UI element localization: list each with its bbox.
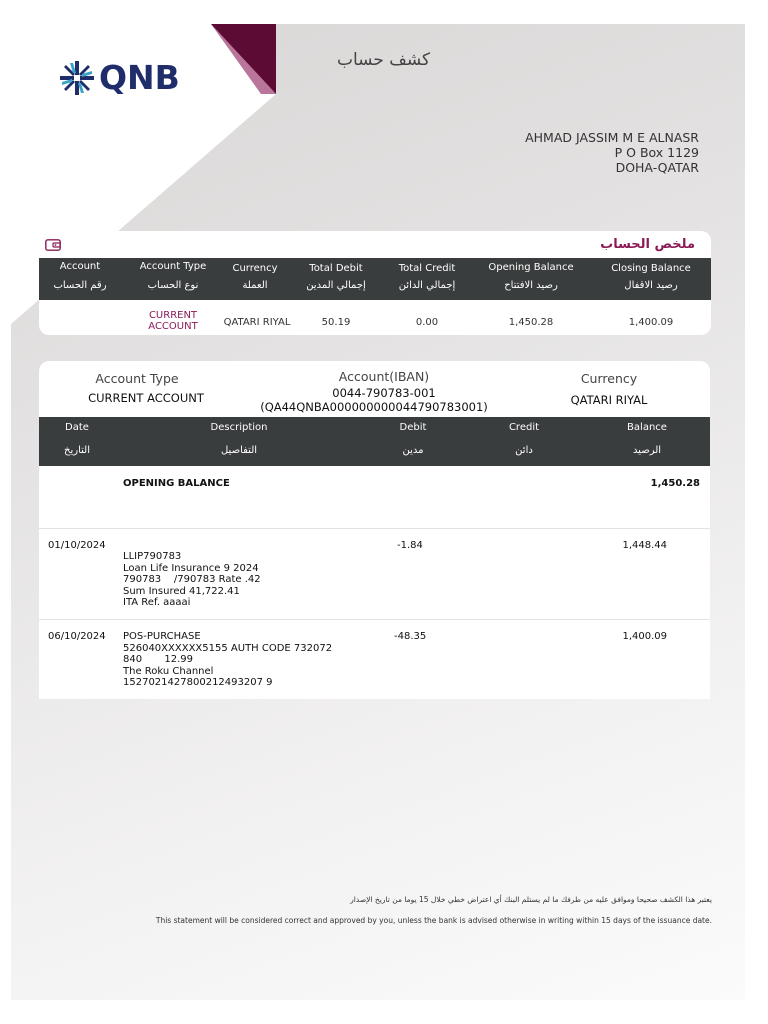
col-currency bbox=[217, 263, 293, 291]
col-account bbox=[39, 261, 121, 291]
txn-balance: 1,448.44 bbox=[622, 540, 667, 551]
iban-label: Account(IBAN) bbox=[338, 369, 430, 384]
header-label-ar: العملة bbox=[242, 280, 268, 291]
header-label: Credit bbox=[508, 422, 540, 433]
account-type-line: CURRENT bbox=[148, 310, 198, 321]
page-title: كشف حساب bbox=[337, 50, 431, 70]
iban-value: (QA44QNBA000000000044790783001) bbox=[260, 400, 488, 414]
description-line: ITA Ref. aaaai bbox=[123, 597, 191, 608]
col-debit bbox=[383, 422, 443, 456]
header-label: Opening Balance bbox=[488, 262, 574, 273]
header-label-ar: رصيد الافتتاح bbox=[504, 280, 558, 291]
description-line: 790783 /790783 Rate .42 bbox=[123, 574, 261, 585]
col-credit bbox=[494, 422, 554, 456]
summary-title: ملخص الحساب bbox=[600, 237, 695, 252]
address-line: DOHA-QATAR bbox=[615, 160, 699, 175]
table-row bbox=[39, 528, 710, 620]
account-number: 0044-790783-001 bbox=[332, 386, 436, 400]
header-label-ar: إجمالي المدين bbox=[306, 280, 366, 291]
logo-text: QNB bbox=[99, 58, 180, 97]
account-type-value: CURRENT ACCOUNT bbox=[88, 391, 204, 405]
description-line: 840 12.99 bbox=[123, 654, 193, 665]
header-label: Currency bbox=[232, 263, 278, 274]
header-label-ar: الرصيد bbox=[632, 445, 662, 456]
description-line: 526040XXXXXX5155 AUTH CODE 732072 bbox=[123, 642, 333, 654]
qnb-emblem-icon bbox=[59, 60, 95, 96]
header-label: Total Credit bbox=[398, 263, 456, 274]
header-label: Date bbox=[65, 422, 89, 433]
table-row bbox=[39, 619, 710, 700]
description-line: Loan Life Insurance 9 2024 bbox=[123, 562, 259, 574]
account-type-label: Account Type bbox=[95, 371, 179, 386]
header-label-ar: مدين bbox=[402, 445, 424, 456]
txn-description bbox=[123, 551, 261, 609]
header-label: Account Type bbox=[139, 261, 207, 272]
account-summary-card bbox=[39, 231, 711, 335]
header-label: Description bbox=[210, 422, 268, 433]
opening-balance-value: 1,450.28 bbox=[650, 478, 700, 489]
col-date bbox=[49, 422, 105, 456]
header-label-ar: رصيد الاقفال bbox=[624, 280, 678, 291]
currency-label: Currency bbox=[580, 371, 638, 386]
col-total-debit bbox=[297, 263, 375, 291]
footer-disclaimer-en: This statement will be considered correct and approved by you, unless the bank is advised otherwise in writing within 15 days of the issuance date. bbox=[155, 916, 712, 925]
header-label-ar: إجمالي الدائن bbox=[398, 280, 456, 291]
description-line: The Roku Channel bbox=[123, 665, 214, 677]
col-balance bbox=[615, 422, 679, 456]
account-detail-card bbox=[39, 361, 710, 699]
address-line: AHMAD JASSIM M E ALNASR bbox=[525, 130, 699, 145]
header-label-ar: التاريخ bbox=[64, 445, 90, 456]
description-line: LLIP790783 bbox=[123, 551, 182, 562]
txn-date: 01/10/2024 bbox=[48, 540, 106, 551]
currency-value: QATARI RIYAL bbox=[570, 393, 648, 407]
header-label-ar: دائن bbox=[515, 445, 533, 456]
col-total-credit bbox=[385, 263, 469, 291]
wallet-icon bbox=[45, 239, 61, 251]
summary-currency: QATARI RIYAL bbox=[223, 317, 291, 328]
description-line: 1527021427800212493207 9 bbox=[123, 677, 273, 688]
header-label-ar: رقم الحساب bbox=[53, 280, 107, 291]
header-label: Closing Balance bbox=[611, 263, 691, 274]
col-closing-balance bbox=[599, 263, 703, 291]
header-label-ar: نوع الحساب bbox=[147, 280, 199, 291]
summary-row bbox=[39, 300, 711, 335]
col-opening-balance bbox=[479, 262, 583, 291]
summary-closing-balance: 1,400.09 bbox=[628, 317, 674, 328]
summary-opening-balance: 1,450.28 bbox=[508, 317, 554, 328]
opening-balance-label: OPENING BALANCE bbox=[123, 478, 230, 489]
opening-balance-row bbox=[39, 466, 710, 528]
customer-address bbox=[525, 130, 699, 175]
txn-description bbox=[123, 631, 332, 689]
txn-balance: 1,400.09 bbox=[622, 631, 667, 642]
qnb-logo bbox=[59, 58, 180, 97]
description-line: Sum Insured 41,722.41 bbox=[123, 585, 240, 597]
summary-account-type bbox=[135, 310, 211, 332]
summary-table-header bbox=[39, 258, 711, 300]
footer-disclaimer-ar: يعتبر هذا الكشف صحيحا وموافق عليه من طرفك ما لم يستلم البنك أي اعتراض خطي خلال 15 يوما من تاريخ الإصدار bbox=[350, 895, 712, 904]
header-label: Debit bbox=[399, 422, 427, 433]
transactions-header bbox=[39, 417, 710, 466]
summary-total-credit: 0.00 bbox=[415, 317, 439, 328]
header-label: Account bbox=[59, 261, 101, 272]
account-type-line: ACCOUNT bbox=[148, 321, 198, 332]
description-line: POS-PURCHASE bbox=[123, 631, 201, 642]
txn-debit: -1.84 bbox=[397, 540, 423, 551]
txn-date: 06/10/2024 bbox=[48, 631, 106, 642]
col-account-type bbox=[129, 261, 217, 291]
address-line: P O Box 1129 bbox=[614, 145, 699, 160]
header-label: Balance bbox=[627, 422, 667, 433]
statement-page bbox=[11, 24, 745, 1000]
header-label-ar: التفاصيل bbox=[220, 445, 258, 456]
summary-total-debit: 50.19 bbox=[321, 317, 351, 328]
header-label: Total Debit bbox=[309, 263, 363, 274]
col-description bbox=[189, 422, 289, 456]
txn-debit: -48.35 bbox=[394, 631, 427, 642]
